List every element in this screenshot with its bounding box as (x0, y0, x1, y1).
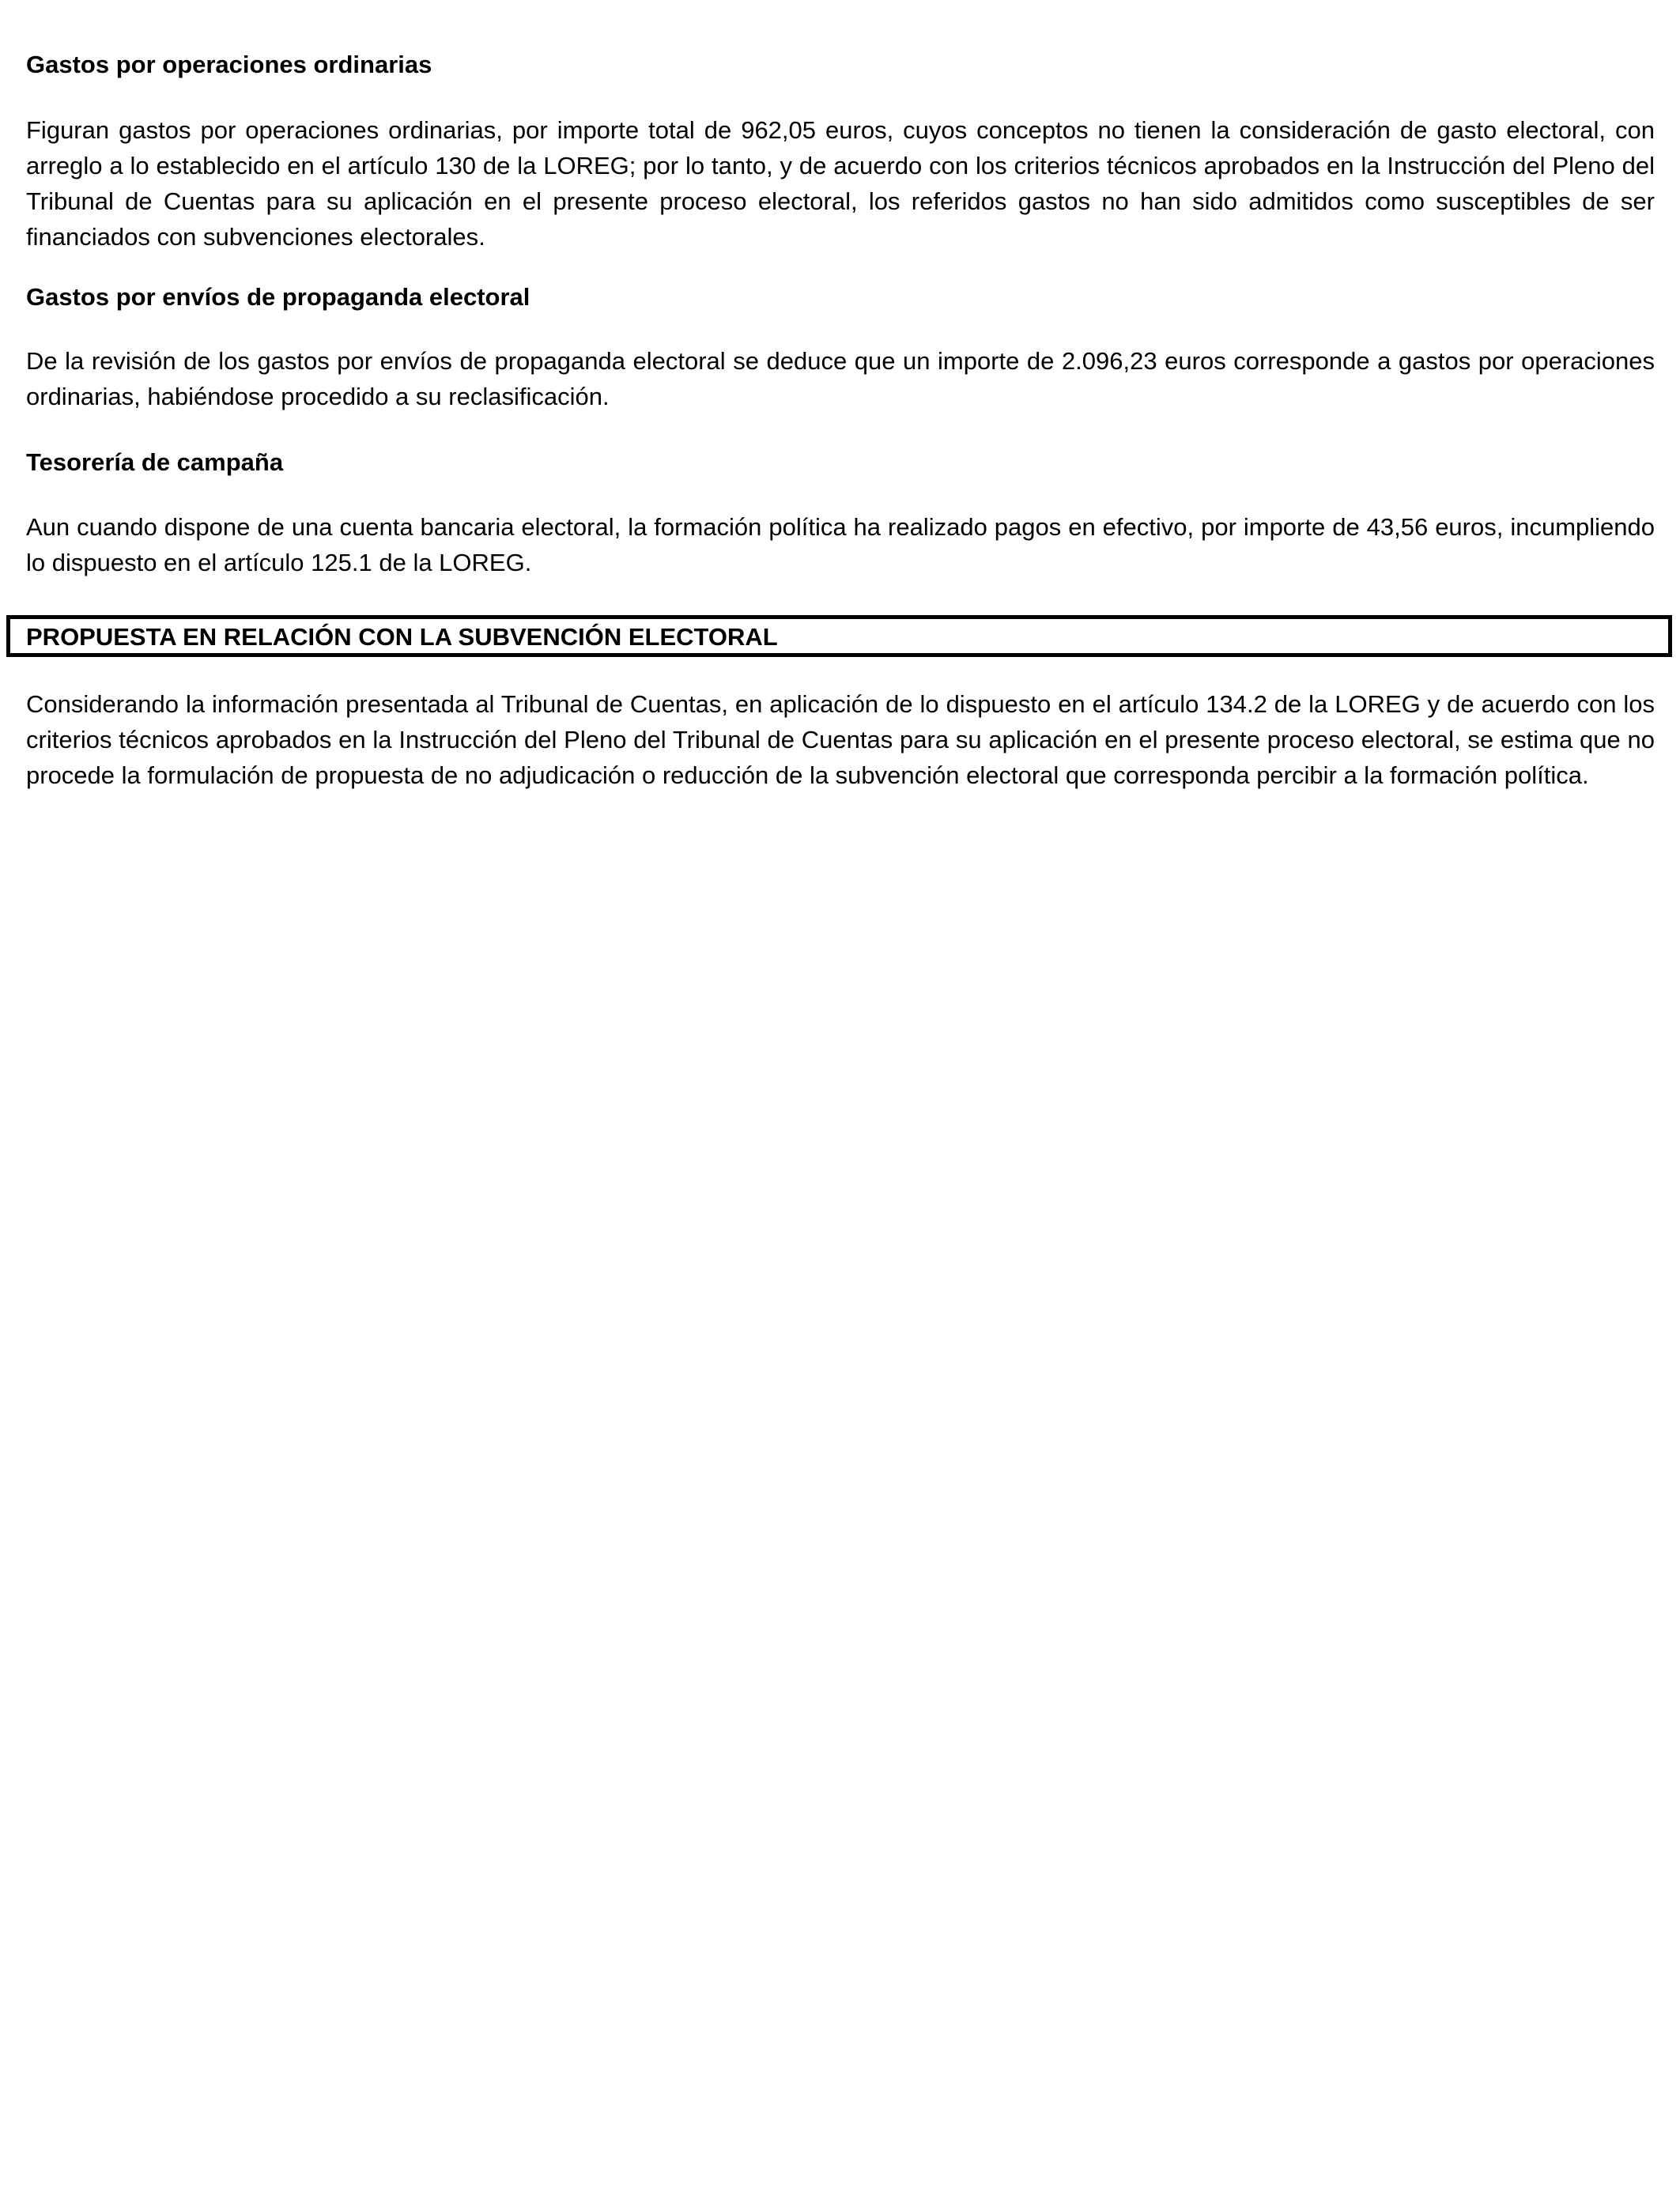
proposal-title: PROPUESTA EN RELACIÓN CON LA SUBVENCIÓN ELECTORAL (26, 623, 778, 651)
proposal-title-box (6, 615, 1672, 657)
section-heading-gastos-ordinarias: Gastos por operaciones ordinarias (26, 51, 432, 78)
section-body-gastos-ordinarias: Figuran gastos por operaciones ordinarias, por importe total de 962,05 euros, cuyos conceptos no tienen la consideración de gasto electoral, con arreglo a lo establecido en el artículo 130 de la LOREG; por lo tanto, y de acuerdo con los criterios técnicos aprobados en la Instrucción del Pleno del Tribunal de Cuentas para su aplicación en el presente proceso electoral, los referidos gastos no han sido admitidos como susceptibles de ser financiados con subvenciones electorales. (26, 116, 1655, 251)
section-body-tesoreria: Aun cuando dispone de una cuenta bancaria electoral, la formación política ha realizado pagos en efectivo, por importe de 43,56 euros, incumpliendo lo dispuesto en el artículo 125.1 de la LOREG. (26, 513, 1655, 576)
section-body-propaganda: De la revisión de los gastos por envíos de propaganda electoral se deduce que un importe de 2.096,23 euros corresponde a gastos por operaciones ordinarias, habiéndose procedido a su reclasificación. (26, 347, 1655, 410)
proposal-body: Considerando la información presentada al Tribunal de Cuentas, en aplicación de lo dispuesto en el artículo 134.2 de la LOREG y de acuerdo con los criterios técnicos aprobados en la Instrucción del Pleno del Tribunal de Cuentas para su aplicación en el presente proceso electoral, se estima que no procede la formulación de propuesta de no adjudicación o reducción de la subvención electoral que corresponda percibir a la formación política. (26, 690, 1655, 789)
section-heading-tesoreria: Tesorería de campaña (26, 448, 284, 476)
section-heading-propaganda: Gastos por envíos de propaganda electoral (26, 283, 530, 311)
